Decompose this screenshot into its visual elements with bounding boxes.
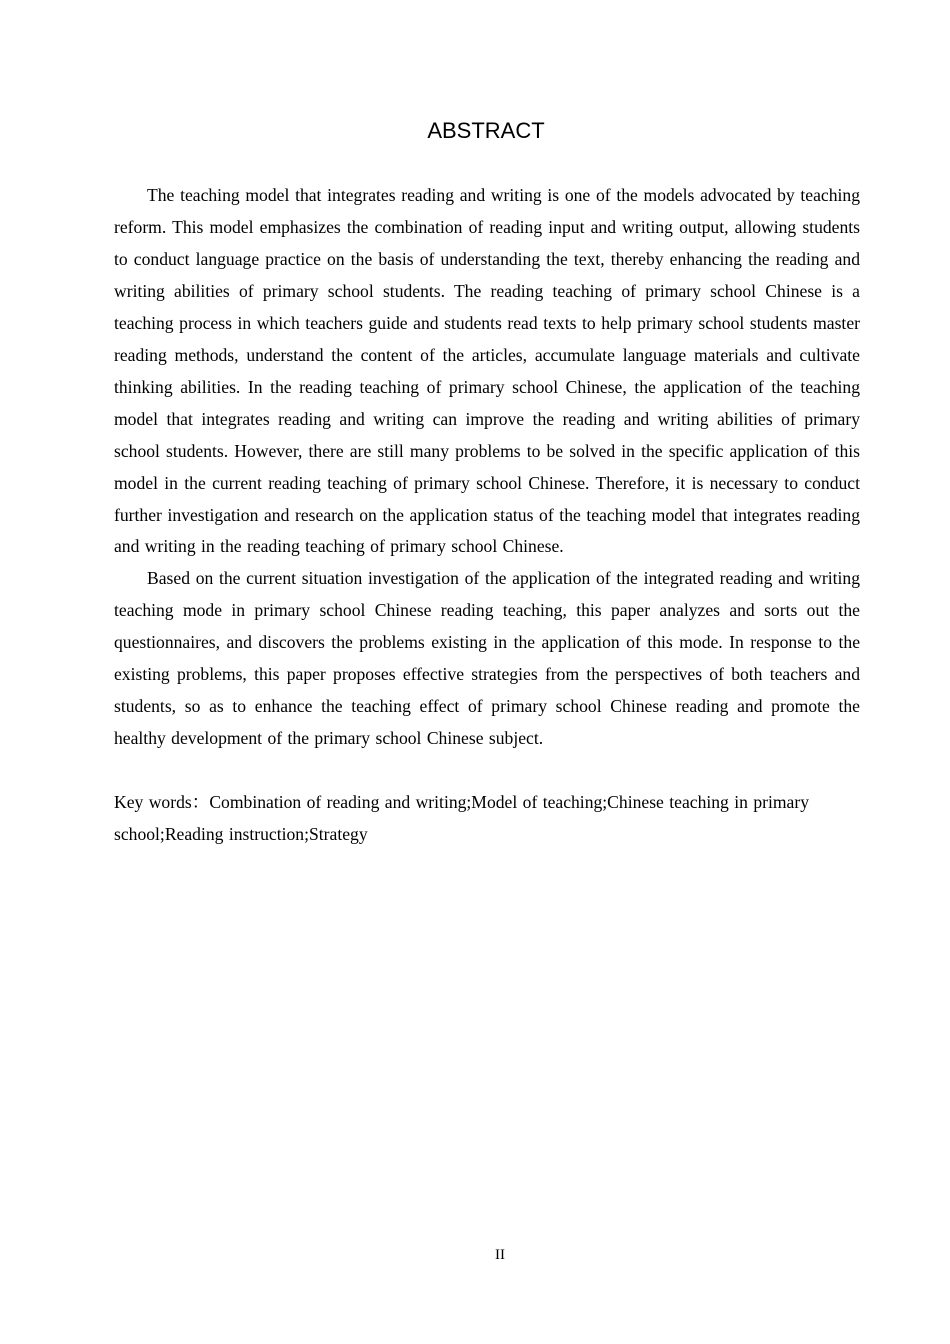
page-number: II <box>495 1247 505 1263</box>
abstract-title: ABSTRACT <box>427 118 545 143</box>
abstract-paragraph-2: Based on the current situation investigation of the application of the integrated reading and writing teaching mode in primary school Chinese reading teaching, this paper analyzes and sorts out the questionnaires, and discovers the problems existing in the application of this mode. In response to the existing problems, this paper proposes effective strategies from the perspectives of both teachers and students, so as to enhance the teaching effect of primary school Chinese reading and promote the healthy development of the primary school Chinese subject. <box>114 568 860 749</box>
keywords-text: Combination of reading and writing;Model of teaching;Chinese teaching in primary school;Reading instruction;Strategy <box>114 792 810 845</box>
keywords-label: Key words： <box>114 792 210 813</box>
abstract-paragraph-1: The teaching model that integrates reading and writing is one of the models advocated by teaching reform. This model emphasizes the combination of reading input and writing output, allowing students to conduct language practice on the basis of understanding the text, thereby enhancing the reading and writing abilities of primary school students. The reading teaching of primary school Chinese is a teaching process in which teachers guide and students read texts to help primary school students master reading methods, understand the content of the articles, accumulate language materials and cultivate thinking abilities. In the reading teaching of primary school Chinese, the application of the teaching model that integrates reading and writing can improve the reading and writing abilities of primary school students. However, there are still many problems to be solved in the specific application of this model in the current reading teaching of primary school Chinese. Therefore, it is necessary to conduct further investigation and research on the application status of the teaching model that integrates reading and writing in the reading teaching of primary school Chinese. <box>114 185 860 557</box>
abstract-body <box>114 180 860 851</box>
keywords-line <box>114 787 834 851</box>
